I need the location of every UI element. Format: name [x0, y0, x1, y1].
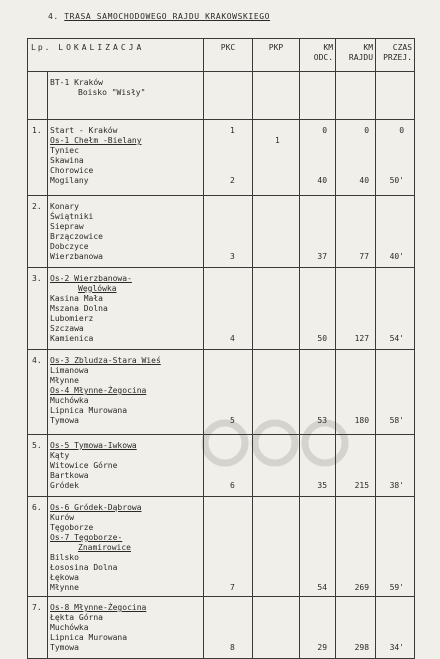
- table-row: [28, 497, 415, 597]
- table-row: [28, 120, 415, 196]
- location-name: Muchówka: [50, 396, 89, 405]
- location-name: Wierzbanowa: [50, 252, 103, 261]
- header-lp-lokalizacja: [28, 39, 204, 72]
- cell-pkp: [253, 350, 300, 435]
- location-name: Kasina Mała: [50, 294, 103, 303]
- czas-value: 0: [399, 126, 405, 135]
- km-rajdu-value: 180: [354, 416, 370, 425]
- location-name: Limanowa: [50, 366, 89, 375]
- header-km-odc: [300, 39, 336, 72]
- czas-value: 58': [389, 416, 405, 425]
- km-odc-value: 0: [322, 126, 328, 135]
- cell-czas: [376, 120, 415, 196]
- cell-km-rajdu: [336, 268, 376, 350]
- pkc-value: 6: [230, 481, 235, 490]
- row-number: 5.: [28, 435, 48, 497]
- table-row: [28, 196, 415, 268]
- row-locations: [48, 268, 204, 350]
- row-number: 7.: [28, 597, 48, 659]
- header-km-rajdu-line2: RAJDU: [348, 53, 374, 62]
- location-name: Gródek: [50, 481, 79, 490]
- header-czas-line2: PRZEJ.: [383, 53, 413, 62]
- cell-pkp: [253, 435, 300, 497]
- pkc-value: 4: [230, 334, 235, 343]
- cell-pkc: [204, 435, 253, 497]
- location-name: Kamienica: [50, 334, 94, 343]
- location-name: Łękta Górna: [50, 613, 103, 622]
- header-pkp: PKP: [253, 39, 300, 72]
- km-rajdu-value: 77: [359, 252, 370, 261]
- row-locations: [48, 72, 204, 120]
- km-odc-value: 50: [317, 334, 328, 343]
- row-locations: [48, 196, 204, 268]
- location-name: Łososina Dolna: [50, 563, 118, 572]
- row-number: 2.: [28, 196, 48, 268]
- location-name: Skawina: [50, 156, 84, 165]
- location-name: Muchówka: [50, 623, 89, 632]
- location-name: Os-8 Młynne-Żegocina: [50, 603, 147, 612]
- location-name: Os-4 Młynne-Żegocina: [50, 386, 147, 395]
- location-name: Os-2 Wierzbanowa-: [50, 274, 132, 283]
- cell-km-rajdu: [336, 497, 376, 597]
- pkp-value: 1: [275, 136, 280, 145]
- pkc-value: 2: [230, 176, 235, 185]
- km-rajdu-value: 298: [354, 643, 370, 652]
- pkc-value: 1: [230, 126, 235, 135]
- location-name: Mogilany: [50, 176, 89, 185]
- km-rajdu-value: 127: [354, 334, 370, 343]
- cell-km-odc: [300, 268, 336, 350]
- header-row: [28, 39, 415, 72]
- header-km-odc-line2: ODC.: [313, 53, 334, 62]
- cell-pkp: [253, 120, 300, 196]
- cell-czas: [376, 268, 415, 350]
- location-name: Kąty: [50, 451, 70, 460]
- czas-value: 40': [389, 252, 405, 261]
- location-name: Tęgoborze: [50, 523, 94, 532]
- table-row: [28, 435, 415, 497]
- km-odc-value: 29: [317, 643, 328, 652]
- cell-km-rajdu: [336, 350, 376, 435]
- location-name: Bilsko: [50, 553, 79, 562]
- km-odc-value: 53: [317, 416, 328, 425]
- cell-km-odc: [300, 350, 336, 435]
- row-locations: [48, 435, 204, 497]
- table-row: [28, 72, 415, 120]
- location-name: Szczawa: [50, 324, 84, 333]
- cell-km-odc: [300, 435, 336, 497]
- location-name: Os-7 Tęgoborze-: [50, 533, 123, 542]
- section-title: TRASA SAMOCHODOWEGO RAJDU KRAKOWSKIEGO: [64, 12, 271, 21]
- cell-km-odc: [300, 120, 336, 196]
- location-name: Os-6 Gródek-Dąbrowa: [50, 503, 142, 512]
- header-pkc: PKC: [204, 39, 253, 72]
- cell-km-rajdu: [336, 120, 376, 196]
- location-name: Znamirowice: [78, 543, 131, 552]
- cell-km-rajdu: [336, 435, 376, 497]
- cell-km-odc: [300, 497, 336, 597]
- km-rajdu-value: 0: [364, 126, 370, 135]
- cell-pkp: [253, 497, 300, 597]
- location-name: Chorowice: [50, 166, 94, 175]
- row-locations: [48, 350, 204, 435]
- section-heading: [48, 12, 270, 21]
- location-name: Kurów: [50, 513, 75, 522]
- km-odc-value: 37: [317, 252, 328, 261]
- location-name: Bartkowa: [50, 471, 89, 480]
- location-name: Start - Kraków: [50, 126, 118, 135]
- pkc-value: 5: [230, 416, 235, 425]
- location-name: Os-3 Zbludza-Stara Wieś: [50, 356, 161, 365]
- cell-pkp: [253, 72, 300, 120]
- location-name: Tymowa: [50, 643, 79, 652]
- row-locations: [48, 497, 204, 597]
- location-name: Boisko "Wisły": [78, 88, 146, 97]
- location-name: Os-1 Chełm -Bielany: [50, 136, 142, 145]
- row-locations: [48, 120, 204, 196]
- header-km-odc-line1: KM: [323, 43, 334, 52]
- cell-pkp: [253, 196, 300, 268]
- km-rajdu-value: 40: [359, 176, 370, 185]
- cell-km-rajdu: [336, 196, 376, 268]
- cell-czas: [376, 497, 415, 597]
- location-name: Witowice Górne: [50, 461, 118, 470]
- location-name: Łękowa: [50, 573, 79, 582]
- header-lp: Lp.: [31, 43, 52, 52]
- cell-pkc: [204, 350, 253, 435]
- location-name: Mszana Dolna: [50, 304, 108, 313]
- row-number: 6.: [28, 497, 48, 597]
- pkc-value: 8: [230, 643, 235, 652]
- location-name: Konary: [50, 202, 79, 211]
- header-czas-line1: CZAS: [392, 43, 413, 52]
- header-km-rajdu: [336, 39, 376, 72]
- cell-pkc: [204, 120, 253, 196]
- table-row: [28, 268, 415, 350]
- location-name: Os-5 Tymowa-Iwkowa: [50, 441, 137, 450]
- pkc-value: 7: [230, 583, 235, 592]
- location-name: Brzączowice: [50, 232, 103, 241]
- header-lokalizacja: LOKALIZACJA: [58, 43, 145, 52]
- location-name: Świątniki: [50, 212, 94, 221]
- cell-pkc: [204, 196, 253, 268]
- row-number: 4.: [28, 350, 48, 435]
- cell-pkc: [204, 268, 253, 350]
- location-name: Lubomierz: [50, 314, 94, 323]
- cell-km-rajdu: [336, 72, 376, 120]
- km-rajdu-value: 215: [354, 481, 370, 490]
- location-name: Młynne: [50, 376, 79, 385]
- cell-czas: [376, 435, 415, 497]
- table-row: [28, 350, 415, 435]
- czas-value: 50': [389, 176, 405, 185]
- location-name: Siepraw: [50, 222, 84, 231]
- czas-value: 54': [389, 334, 405, 343]
- czas-value: 34': [389, 643, 405, 652]
- header-km-rajdu-line1: KM: [363, 43, 374, 52]
- location-name: Lipnica Murowana: [50, 406, 128, 415]
- km-odc-value: 35: [317, 481, 328, 490]
- location-name: Tymowa: [50, 416, 79, 425]
- cell-pkc: [204, 72, 253, 120]
- row-number: 1.: [28, 120, 48, 196]
- cell-km-odc: [300, 72, 336, 120]
- cell-czas: [376, 196, 415, 268]
- czas-value: 38': [389, 481, 405, 490]
- location-name: Lipnica Murowana: [50, 633, 128, 642]
- cell-czas: [376, 72, 415, 120]
- location-name: Młynne: [50, 583, 79, 592]
- location-name: BT-1 Kraków: [50, 78, 103, 87]
- cell-pkp: [253, 268, 300, 350]
- row-number: 3.: [28, 268, 48, 350]
- cell-czas: [376, 350, 415, 435]
- header-czas: [376, 39, 415, 72]
- location-name: Dobczyce: [50, 242, 89, 251]
- location-name: Węglówka: [78, 284, 117, 293]
- pkc-value: 3: [230, 252, 235, 261]
- row-number: [28, 72, 48, 120]
- location-name: Tyniec: [50, 146, 79, 155]
- route-table: [27, 38, 415, 659]
- section-number: 4.: [48, 12, 59, 21]
- cell-pkc: [204, 497, 253, 597]
- km-odc-value: 54: [317, 583, 328, 592]
- cell-km-odc: [300, 196, 336, 268]
- km-odc-value: 40: [317, 176, 328, 185]
- km-rajdu-value: 269: [354, 583, 370, 592]
- czas-value: 59': [389, 583, 405, 592]
